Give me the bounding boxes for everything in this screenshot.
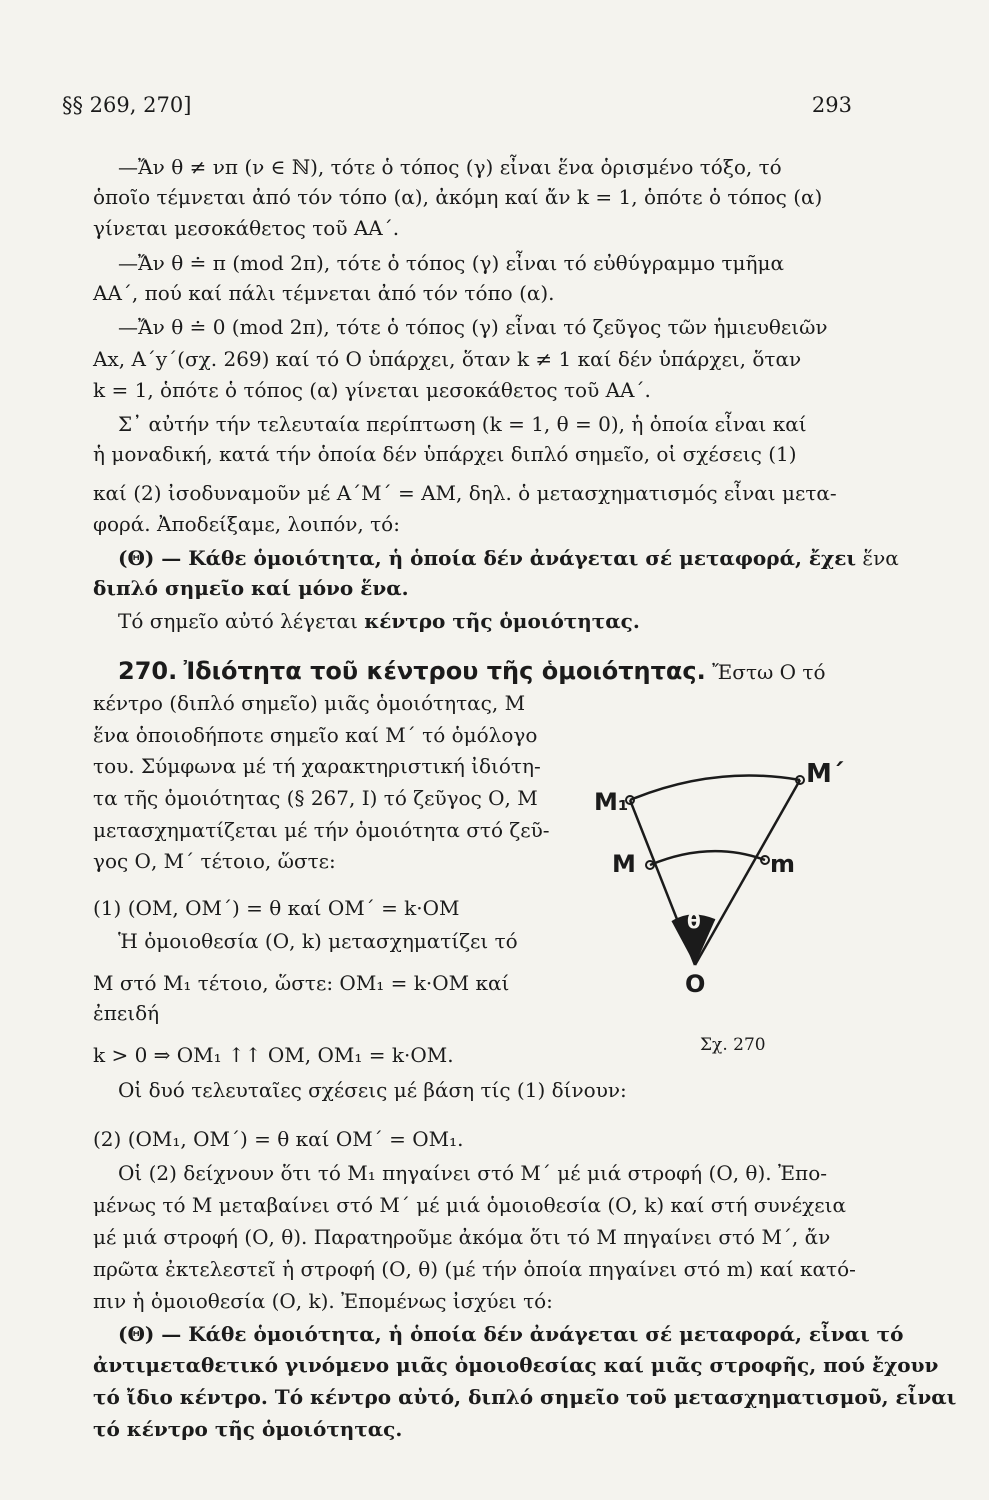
text-line: τα τῆς ὁμοιότητας (§ 267, Ι) τό ζεῦγος Ο, Μ	[93, 786, 538, 810]
theorem-2-line: τό κέντρο τῆς ὁμοιότητας.	[93, 1417, 403, 1441]
center-definition-line	[118, 608, 878, 634]
text-line: μένως τό Μ μεταβαίνει στό Μ΄ μέ μιά ὁμοιοθεσία (Ο, k) καί στή συνέχεια	[93, 1193, 846, 1217]
text-line: πρῶτα ἐκτελεστεῖ ἡ στροφή (Ο, θ) (μέ τήν ὁποία πηγαίνει στό m) καί κατό-	[93, 1257, 856, 1281]
equation-2: (2) (ΟΜ₁, ΟΜ΄) = θ καί ΟΜ΄ = ΟΜ₁.	[93, 1127, 464, 1151]
bleed-through-text	[40, 70, 46, 91]
text-line: γος Ο, Μ΄ τέτοιο, ὥστε:	[93, 849, 336, 873]
text-line: ἐπειδή	[93, 1001, 160, 1025]
text-line: ἕνα ὁποιοδήποτε σημεῖο καί Μ΄ τό ὁμόλογο	[93, 723, 538, 747]
center-definition-text: Τό σημεῖο αὐτό λέγεται	[118, 609, 365, 633]
text-line: μέ μιά στροφή (Ο, θ). Παρατηροῦμε ἀκόμα ὅτι τό Μ πηγαίνει στό Μ΄, ἄν	[93, 1225, 831, 1249]
text-line: ὁποῖο τέμνεται ἀπό τόν τόπο (α), ἀκόμη καί ἄν k = 1, ὁπότε ὁ τόπος (α)	[93, 185, 823, 209]
text-line: k > 0 ⇒ ΟΜ₁ ↑↑ ΟΜ, ΟΜ₁ = k·ΟΜ.	[93, 1043, 454, 1067]
label-Mprime: M΄	[806, 760, 844, 789]
text-line: Ἡ ὁμοιοθεσία (Ο, k) μετασχηματίζει τό	[118, 929, 518, 953]
text-line: —Ἄν θ ≠ νπ (ν ∈ ℕ), τότε ὁ τόπος (γ) εἶναι ἕνα ὁρισμένο τόξο, τό	[118, 155, 782, 179]
section-number: 270.	[118, 657, 178, 685]
label-M1: M₁	[594, 788, 629, 816]
text-line: του. Σύμφωνα μέ τή χαρακτηριστική ἰδιότη-	[93, 754, 541, 778]
theorem-2-line: τό ἴδιο κέντρο. Τό κέντρο αὐτό, διπλό σημεῖο τοῦ μετασχηματισμοῦ, εἶναι	[93, 1385, 957, 1409]
outer-arc	[630, 776, 800, 801]
theorem-1-bold: (Θ) — Κάθε ὁμοιότητα, ἡ ὁποία δέν ἀνάγεται σέ μεταφορά, ἔχει	[118, 546, 857, 570]
label-m: m	[770, 850, 796, 878]
text-line: ἡ μοναδική, κατά τήν ὁποία δέν ὑπάρχει διπλό σημεῖο, οἱ σχέσεις (1)	[93, 442, 797, 466]
text-line: —Ἄν θ ≐ 0 (mod 2π), τότε ὁ τόπος (γ) εἶναι τό ζεῦγος τῶν ἡμιευθειῶν	[118, 315, 828, 339]
text-line: καί (2) ἰσοδυναμοῦν μέ Α΄Μ΄ = ΑΜ, δηλ. ὁ μετασχηματισμός εἶναι μετα-	[93, 481, 837, 505]
figure-270	[590, 760, 860, 1060]
text-line: ΑΑ΄, πού καί πάλι τέμνεται ἀπό τόν τόπο (α).	[93, 281, 555, 305]
text-line: k = 1, ὁπότε ὁ τόπος (α) γίνεται μεσοκάθετος τοῦ ΑΑ΄.	[93, 378, 651, 402]
theorem-1-line-1	[118, 545, 899, 571]
text-line: γίνεται μεσοκάθετος τοῦ ΑΑ΄.	[93, 216, 400, 240]
running-header-section: §§ 269, 270]	[62, 93, 192, 117]
text-line: Σ᾿ αὐτήν τήν τελευταία περίπτωση (k = 1, θ = 0), ἡ ὁποία εἶναι καί	[118, 412, 807, 436]
text-line: Μ στό Μ₁ τέτοιο, ὥστε: ΟΜ₁ = k·ΟΜ καί	[93, 971, 510, 995]
page-number: 293	[811, 93, 852, 117]
text-line: Αx, Α΄y΄(σχ. 269) καί τό Ο ὑπάρχει, ὅταν k ≠ 1 καί δέν ὑπάρχει, ὅταν	[93, 347, 802, 371]
text-line: μετασχηματίζεται μέ τήν ὁμοιότητα στό ζεῦ-	[93, 818, 550, 842]
label-theta: θ	[687, 909, 701, 933]
theorem-1-line-2: διπλό σημεῖο καί μόνο ἕνα.	[93, 576, 409, 600]
text-line: Οἱ δυό τελευταῖες σχέσεις μέ βάση τίς (1) δίνουν:	[118, 1078, 627, 1102]
text-line: —Ἄν θ ≐ π (mod 2π), τότε ὁ τόπος (γ) εἶναι τό εὐθύγραμμο τμῆμα	[118, 251, 785, 275]
center-definition-term: κέντρο τῆς ὁμοιότητας.	[364, 609, 640, 633]
section-heading-tail: Ἔστω Ο τό	[712, 660, 826, 684]
equation-1: (1) (ΟΜ, ΟΜ΄) = θ καί ΟΜ΄ = k·ΟΜ	[93, 896, 460, 920]
figure-caption: Σχ. 270	[700, 1035, 766, 1055]
theorem-1-tail: ἕνα	[862, 546, 899, 570]
text-line: φορά. Ἀποδείξαμε, λοιπόν, τό:	[93, 512, 400, 536]
text-line: πιν ἡ ὁμοιοθεσία (Ο, k). Ἐπομένως ἰσχύει τό:	[93, 1289, 553, 1313]
text-line: Οἱ (2) δείχνουν ὅτι τό Μ₁ πηγαίνει στό Μ΄ μέ μιά στροφή (Ο, θ). Ἐπο-	[118, 1161, 827, 1185]
text-line: κέντρο (διπλό σημεῖο) μιᾶς ὁμοιότητας, Μ	[93, 691, 526, 715]
section-title: Ἰδιότητα τοῦ κέντρου τῆς ὁμοιότητας.	[183, 657, 706, 685]
inner-arc	[650, 851, 765, 865]
label-M: M	[612, 850, 636, 878]
theorem-2-line: ἀντιμεταθετικό γινόμενο μιᾶς ὁμοιοθεσίας καί μιᾶς στροφῆς, πού ἔχουν	[93, 1353, 939, 1377]
theorem-2-line: (Θ) — Κάθε ὁμοιότητα, ἡ ὁποία δέν ἀνάγεται σέ μεταφορά, εἶναι τό	[118, 1322, 904, 1346]
section-270-heading	[118, 658, 878, 685]
label-O: O	[685, 970, 706, 998]
